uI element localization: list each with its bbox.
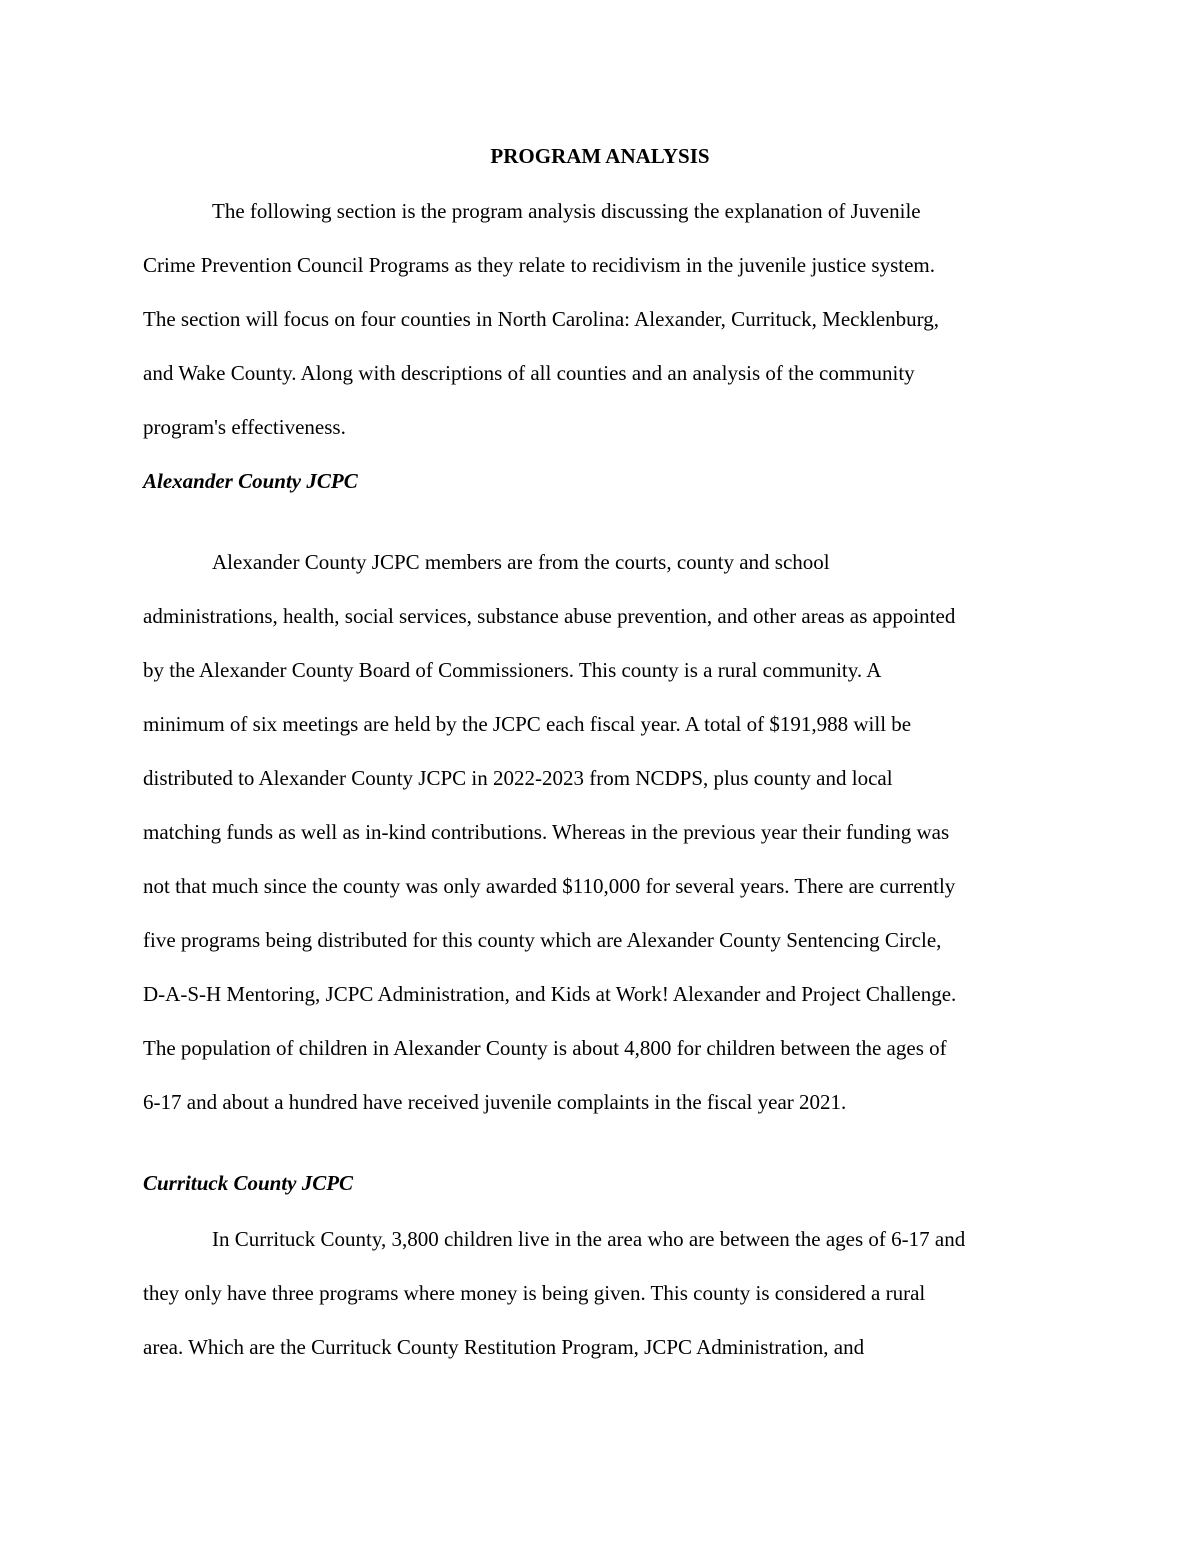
document-title: PROGRAM ANALYSIS xyxy=(490,144,710,168)
alexander-line: The population of children in Alexander County is about 4,800 for children between the ages of xyxy=(143,1036,947,1060)
alexander-line: by the Alexander County Board of Commissioners. This county is a rural community. A xyxy=(143,658,882,682)
alexander-line: Alexander County JCPC members are from the courts, county and school xyxy=(212,550,830,574)
intro-line: and Wake County. Along with descriptions of all counties and an analysis of the community xyxy=(143,361,915,385)
alexander-line: minimum of six meetings are held by the JCPC each fiscal year. A total of $191,988 will be xyxy=(143,712,912,736)
alexander-line: administrations, health, social services, substance abuse prevention, and other areas as appointed xyxy=(143,604,956,628)
intro-line: The section will focus on four counties in North Carolina: Alexander, Currituck, Mecklenburg, xyxy=(143,307,940,331)
currituck-line: they only have three programs where money is being given. This county is considered a rural xyxy=(143,1281,926,1305)
alexander-line: distributed to Alexander County JCPC in 2022-2023 from NCDPS, plus county and local xyxy=(143,766,893,790)
currituck-line: In Currituck County, 3,800 children live in the area who are between the ages of 6-17 and xyxy=(212,1227,966,1251)
alexander-line: not that much since the county was only awarded $110,000 for several years. There are currently xyxy=(143,874,956,898)
alexander-line: D-A-S-H Mentoring, JCPC Administration, and Kids at Work! Alexander and Project Challenge. xyxy=(143,982,957,1006)
intro-line: Crime Prevention Council Programs as they relate to recidivism in the juvenile justice system. xyxy=(143,253,936,277)
alexander-line: five programs being distributed for this county which are Alexander County Sentencing Circle, xyxy=(143,928,942,952)
currituck-line: area. Which are the Currituck County Restitution Program, JCPC Administration, and xyxy=(143,1335,865,1359)
alexander-line: 6-17 and about a hundred have received juvenile complaints in the fiscal year 2021. xyxy=(143,1090,847,1114)
section-heading-currituck: Currituck County JCPC xyxy=(143,1171,354,1195)
intro-line: The following section is the program analysis discussing the explanation of Juvenile xyxy=(212,199,921,223)
section-heading-alexander: Alexander County JCPC xyxy=(143,469,358,493)
intro-line: program's effectiveness. xyxy=(143,415,346,439)
alexander-line: matching funds as well as in-kind contributions. Whereas in the previous year their funding was xyxy=(143,820,950,844)
